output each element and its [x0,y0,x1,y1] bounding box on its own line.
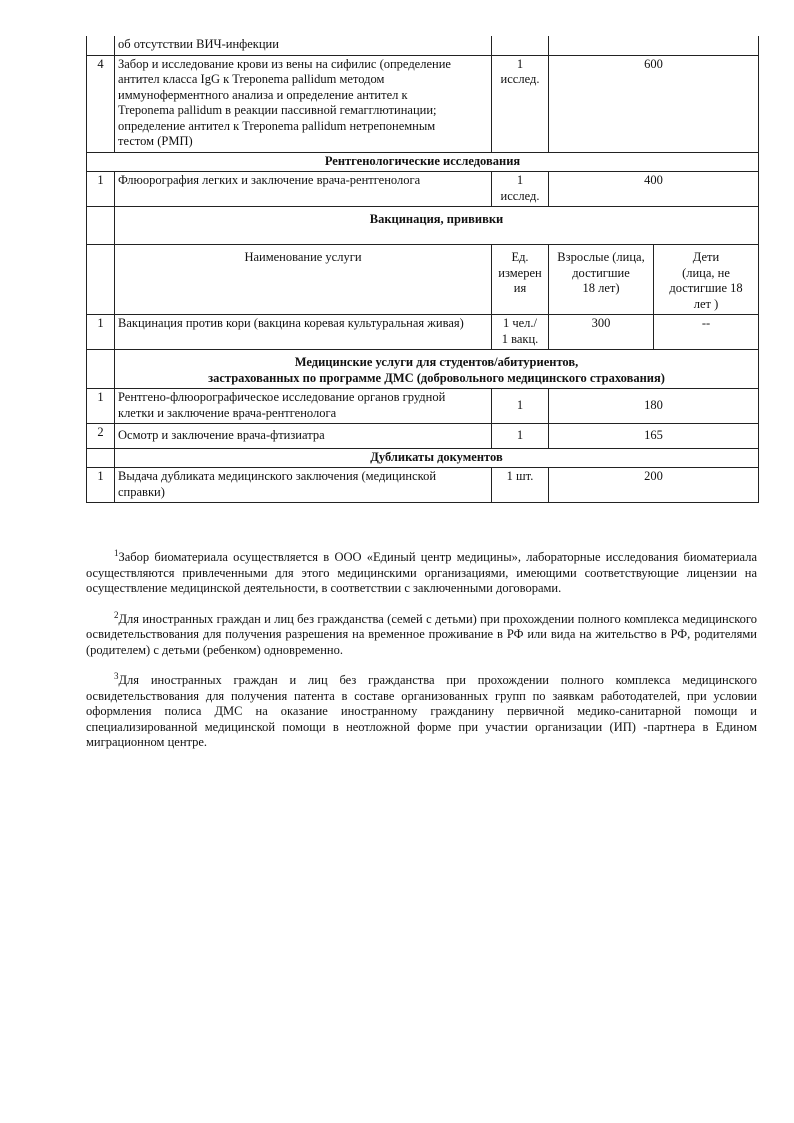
service-name: Рентгено-флюорографическое исследование органов грудной клетки и заключение врача-рентгенолога [115,389,492,424]
service-name: Выдача дубликата медицинского заключения (медицинской справки) [115,468,492,503]
price-cell: 165 [549,424,759,449]
table-header-row [87,245,759,315]
service-name: Флюорография легких и заключение врача-рентгенолога [115,172,492,207]
price-cell: 600 [549,55,759,152]
footnote: $^3$Для иностранных граждан и лиц без гражданства при прохождении полного комплекса медицинского освидетельствования для получения патента в составе организованных групп по заявкам работодателей, при условии оформления полиса ДМС на оказание иностранному гражданину первичной медико-санитарной помощи и специализированной медицинской помощи в неотложной форме при участии организации (ИП) -партнера в Едином миграционном центре. [86,671,757,749]
service-name: Осмотр и заключение врача-фтизиатра [115,424,492,449]
price-table [86,36,759,503]
table-row [87,36,759,55]
row-number: 1 [87,315,115,350]
table-row [87,315,759,350]
footnote: $^1$Забор биоматериала осуществляется в ООО «Единый центр медицины», лабораторные исследования биоматериала осуществляются привлеченными для этого медицинскими организациями, имеющими соответствующие лицензии на осуществление медицинской деятельности, в соответствии с заключенными договорами. [86,548,757,595]
unit-cell: 1 [492,389,549,424]
table-row [87,172,759,207]
header-service-name: Наименование услуги [115,245,492,315]
footnotes [86,550,757,766]
unit-cell: 1 чел./ 1 вакц. [492,315,549,350]
price-children: -- [654,315,759,350]
section-row [87,207,759,245]
price-cell: 400 [549,172,759,207]
table-row [87,55,759,152]
row-number: 1 [87,468,115,503]
section-title: Дубликаты документов [115,448,759,468]
price-cell: 180 [549,389,759,424]
unit-cell: 1 исслед. [492,172,549,207]
section-title: Рентгенологические исследования [87,152,759,172]
row-number: 2 [87,424,115,449]
row-number: 1 [87,389,115,424]
service-name: Вакцинация против кори (вакцина коревая культуральная живая) [115,315,492,350]
section-title: Вакцинация, прививки [115,207,759,245]
service-name: Забор и исследование крови из вены на сифилис (определение антител класса IgG к Treponema pallidum методом иммуноферментного анализа и определение антител к Treponema pallidum в реакции пассивной гемагглютинации; определение антител к Treponema pallidum нетрепонемным тестом (РМП) [115,55,492,152]
price-adults: 300 [549,315,654,350]
header-adults: Взрослые (лица, достигшие 18 лет) [549,245,654,315]
table-row [87,468,759,503]
service-name: об отсутствии ВИЧ-инфекции [115,36,492,55]
table-row [87,389,759,424]
table-row [87,424,759,449]
unit-cell: 1 [492,424,549,449]
section-title: Медицинские услуги для студентов/абитуриентов, застрахованных по программе ДМС (добровольного медицинского страхования) [115,350,759,389]
row-number: 1 [87,172,115,207]
section-row [87,350,759,389]
row-number: 4 [87,55,115,152]
section-row [87,448,759,468]
unit-cell: 1 исслед. [492,55,549,152]
price-cell: 200 [549,468,759,503]
header-unit: Ед. измерен ия [492,245,549,315]
header-children: Дети (лица, не достигшие 18 лет ) [654,245,759,315]
footnote: $^2$Для иностранных граждан и лиц без гражданства (семей с детьми) при прохождении полного комплекса медицинского освидетельствования для получения разрешения на временное проживание в РФ или вида на жительство в РФ, родителями (родителем) с детьми (ребенком) одновременно. [86,609,757,657]
unit-cell: 1 шт. [492,468,549,503]
section-row [87,152,759,172]
